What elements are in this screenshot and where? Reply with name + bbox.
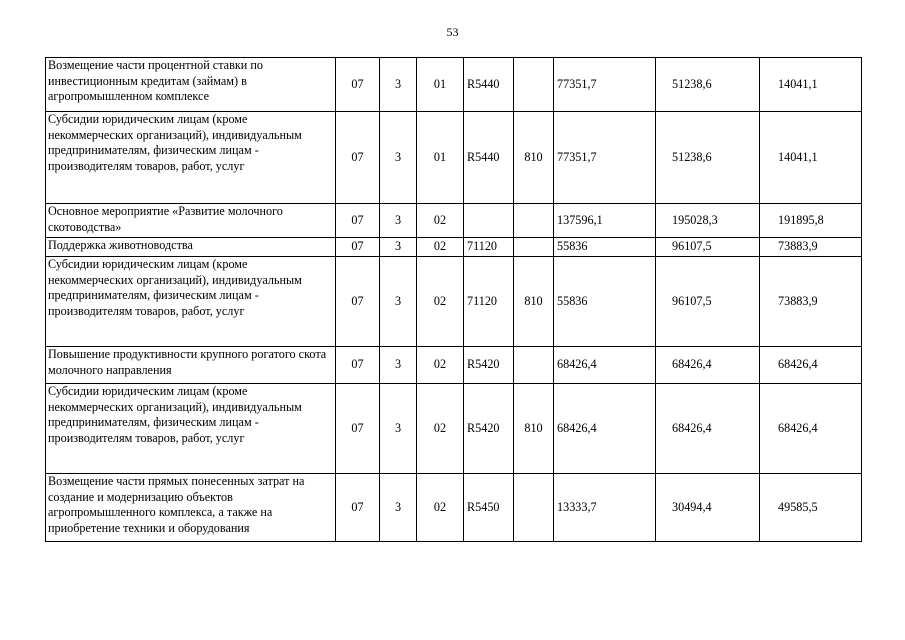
page-number: 53 <box>446 25 459 39</box>
table-row <box>46 474 862 542</box>
row-expense-type <box>514 238 554 257</box>
row-code: 07 <box>336 238 380 257</box>
row-amount-year-3: 68426,4 <box>760 384 862 474</box>
row-target-article: R5450 <box>464 474 514 542</box>
row-target-article: R5420 <box>464 347 514 384</box>
row-amount-year-1: 68426,4 <box>554 347 656 384</box>
table-row <box>46 384 862 474</box>
row-name: Возмещение части прямых понесенных затрат на создание и модернизацию объектов агропромышленного комплекса, а также на приобретение техники и оборудования <box>46 474 336 542</box>
row-amount-year-2: 30494,4 <box>656 474 760 542</box>
table-row <box>46 112 862 204</box>
row-subprogram: 3 <box>380 112 417 204</box>
row-amount-year-3: 68426,4 <box>760 347 862 384</box>
row-code: 07 <box>336 474 380 542</box>
row-name: Субсидии юридическим лицам (кроме некоммерческих организаций), индивидуальным предпринимателям, физическим лицам - производителям товаров, работ, услуг <box>46 257 336 347</box>
table-row <box>46 204 862 238</box>
row-main-event: 02 <box>417 238 464 257</box>
table-row <box>46 238 862 257</box>
row-amount-year-2: 96107,5 <box>656 257 760 347</box>
row-amount-year-1: 77351,7 <box>554 58 656 112</box>
row-amount-year-3: 73883,9 <box>760 257 862 347</box>
row-main-event: 02 <box>417 474 464 542</box>
row-target-article: 71120 <box>464 238 514 257</box>
row-amount-year-2: 51238,6 <box>656 58 760 112</box>
row-main-event: 02 <box>417 204 464 238</box>
row-amount-year-2: 51238,6 <box>656 112 760 204</box>
row-subprogram: 3 <box>380 384 417 474</box>
row-expense-type <box>514 474 554 542</box>
row-amount-year-3: 49585,5 <box>760 474 862 542</box>
row-expense-type: 810 <box>514 112 554 204</box>
row-code: 07 <box>336 257 380 347</box>
row-amount-year-2: 96107,5 <box>656 238 760 257</box>
row-amount-year-3: 14041,1 <box>760 112 862 204</box>
row-target-article <box>464 204 514 238</box>
row-main-event: 01 <box>417 58 464 112</box>
row-expense-type: 810 <box>514 257 554 347</box>
row-target-article: R5440 <box>464 58 514 112</box>
row-amount-year-1: 77351,7 <box>554 112 656 204</box>
row-expense-type <box>514 347 554 384</box>
row-amount-year-2: 195028,3 <box>656 204 760 238</box>
row-target-article: 71120 <box>464 257 514 347</box>
row-amount-year-3: 73883,9 <box>760 238 862 257</box>
row-amount-year-2: 68426,4 <box>656 347 760 384</box>
row-main-event: 02 <box>417 384 464 474</box>
row-amount-year-1: 13333,7 <box>554 474 656 542</box>
row-amount-year-1: 137596,1 <box>554 204 656 238</box>
row-amount-year-3: 14041,1 <box>760 58 862 112</box>
row-expense-type: 810 <box>514 384 554 474</box>
row-amount-year-3: 191895,8 <box>760 204 862 238</box>
row-main-event: 02 <box>417 347 464 384</box>
table-row <box>46 58 862 112</box>
row-main-event: 01 <box>417 112 464 204</box>
row-subprogram: 3 <box>380 347 417 384</box>
row-name: Повышение продуктивности крупного рогатого скота молочного направления <box>46 347 336 384</box>
row-name: Субсидии юридическим лицам (кроме некоммерческих организаций), индивидуальным предпринимателям, физическим лицам - производителям товаров, работ, услуг <box>46 384 336 474</box>
budget-table <box>45 57 862 542</box>
row-subprogram: 3 <box>380 204 417 238</box>
row-amount-year-1: 55836 <box>554 257 656 347</box>
table-row <box>46 347 862 384</box>
row-code: 07 <box>336 58 380 112</box>
row-main-event: 02 <box>417 257 464 347</box>
row-code: 07 <box>336 204 380 238</box>
row-expense-type <box>514 204 554 238</box>
row-subprogram: 3 <box>380 474 417 542</box>
row-code: 07 <box>336 384 380 474</box>
row-subprogram: 3 <box>380 238 417 257</box>
row-amount-year-1: 55836 <box>554 238 656 257</box>
row-name: Субсидии юридическим лицам (кроме некоммерческих организаций), индивидуальным предпринимателям, физическим лицам - производителям товаров, работ, услуг <box>46 112 336 204</box>
row-name: Основное мероприятие «Развитие молочного скотоводства» <box>46 204 336 238</box>
row-expense-type <box>514 58 554 112</box>
row-subprogram: 3 <box>380 257 417 347</box>
row-target-article: R5420 <box>464 384 514 474</box>
row-target-article: R5440 <box>464 112 514 204</box>
table-row <box>46 257 862 347</box>
row-code: 07 <box>336 112 380 204</box>
row-code: 07 <box>336 347 380 384</box>
row-amount-year-1: 68426,4 <box>554 384 656 474</box>
row-name: Возмещение части процентной ставки по инвестиционным кредитам (займам) в агропромышленном комплексе <box>46 58 336 112</box>
row-name: Поддержка животноводства <box>46 238 336 257</box>
row-subprogram: 3 <box>380 58 417 112</box>
row-amount-year-2: 68426,4 <box>656 384 760 474</box>
